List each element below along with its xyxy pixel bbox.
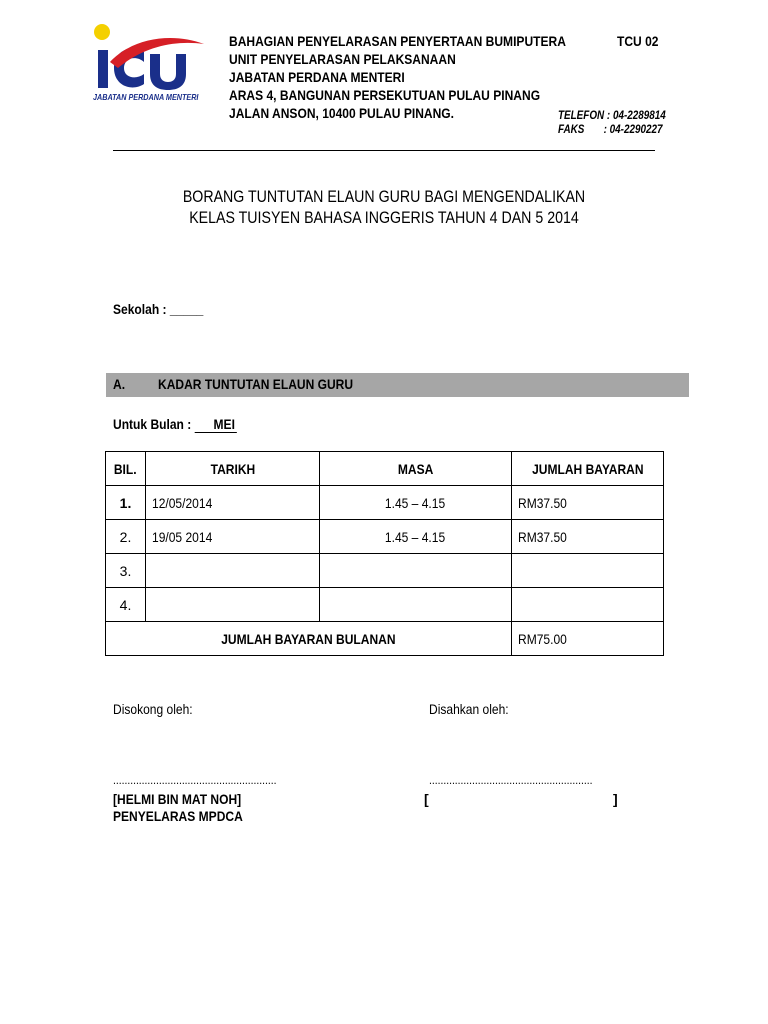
supported-title: PENYELARAS MPDCA [113, 808, 243, 824]
row-jumlah: RM37.50 [512, 486, 664, 520]
form-title-line-2: KELAS TUISYEN BAHASA INGGERIS TAHUN 4 DAN 5 2014 [189, 209, 579, 227]
approved-bracket-close: ] [613, 791, 618, 807]
telefon-line: TELEFON : 04-2289814 [558, 110, 666, 122]
header-line-2: UNIT PENYELARASAN PELAKSANAAN [229, 51, 456, 67]
month-row [113, 416, 237, 433]
header-line-5: JALAN ANSON, 10400 PULAU PINANG. [229, 105, 455, 121]
supported-signature-line: ......................................................... [113, 773, 277, 787]
section-a-title: KADAR TUNTUTAN ELAUN GURU [158, 376, 354, 392]
header-line-4: ARAS 4, BANGUNAN PERSEKUTUAN PULAU PINANG [229, 87, 541, 103]
header-jumlah: JUMLAH BAYARAN [512, 452, 664, 486]
supported-name: [HELMI BIN MAT NOH] [113, 791, 242, 807]
month-value: MEI [195, 416, 237, 433]
row-tarikh [146, 554, 320, 588]
table-row [106, 520, 664, 554]
row-number: 2. [106, 520, 146, 554]
header-divider [113, 150, 655, 151]
table-row [106, 486, 664, 520]
row-masa [320, 554, 512, 588]
header-masa: MASA [320, 452, 512, 486]
header-line-3: JABATAN PERDANA MENTERI [229, 69, 405, 85]
row-number: 4. [106, 588, 146, 622]
row-jumlah: RM37.50 [512, 520, 664, 554]
row-tarikh: 12/05/2014 [146, 486, 320, 520]
row-number: 3. [106, 554, 146, 588]
icu-logo [92, 22, 208, 102]
approved-bracket-open: [ [424, 791, 429, 807]
table-row [106, 554, 664, 588]
form-code: TCU 02 [617, 33, 659, 49]
row-masa: 1.45 – 4.15 [320, 486, 512, 520]
row-jumlah [512, 554, 664, 588]
total-value: RM75.00 [512, 622, 664, 656]
sekolah-label: Sekolah : [113, 301, 167, 317]
approved-signature-line: ......................................................... [429, 773, 593, 787]
header-line-1: BAHAGIAN PENYELARASAN PENYERTAAN BUMIPUTERA [229, 33, 566, 49]
row-jumlah [512, 588, 664, 622]
row-number: 1. [106, 486, 146, 520]
supported-by-label: Disokong oleh: [113, 701, 193, 717]
row-tarikh: 19/05 2014 [146, 520, 320, 554]
month-label: Untuk Bulan : [113, 416, 192, 432]
faks-line: FAKS : 04-2290227 [558, 124, 663, 136]
table-total-row [106, 622, 664, 656]
header-tarikh: TARIKH [146, 452, 320, 486]
sekolah-row [113, 301, 203, 317]
table-row [106, 588, 664, 622]
row-tarikh [146, 588, 320, 622]
approved-by-label: Disahkan oleh: [429, 701, 509, 717]
row-masa [320, 588, 512, 622]
total-label: JUMLAH BAYARAN BULANAN [106, 622, 512, 656]
logo-caption: JABATAN PERDANA MENTERI [93, 92, 199, 102]
header-bil: BIL. [106, 452, 146, 486]
section-a-letter: A. [113, 376, 126, 392]
row-masa: 1.45 – 4.15 [320, 520, 512, 554]
form-title-line-1: BORANG TUNTUTAN ELAUN GURU BAGI MENGENDALIKAN [182, 188, 586, 206]
claim-table [105, 451, 664, 656]
sekolah-blank: _____ [169, 301, 204, 317]
table-header-row [106, 452, 664, 486]
